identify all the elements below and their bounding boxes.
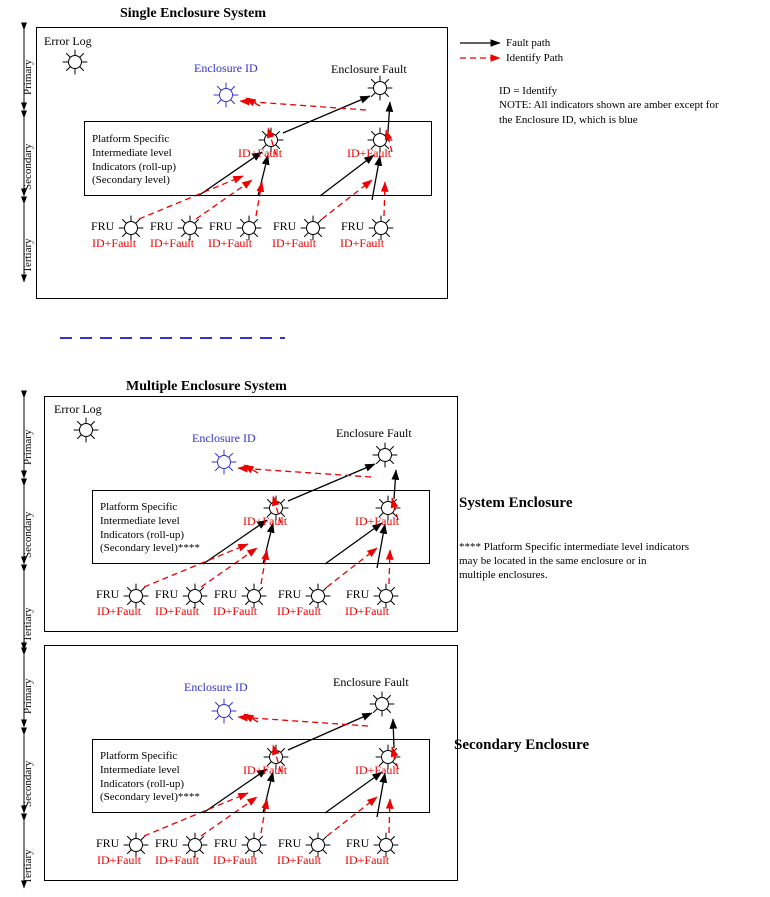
mb-int-line-2: Indicators (roll-up): [100, 777, 184, 790]
single-error-log-label: Error Log: [44, 34, 92, 48]
mb-fru-sub-2: ID+Fault: [213, 853, 258, 867]
mt-axis-tertiary: Tertiary: [22, 607, 34, 642]
legend-fault-path-label: Fault path: [506, 37, 551, 49]
mt-fru-sub-2: ID+Fault: [213, 604, 258, 618]
multiple-enclosure-title: Multiple Enclosure System: [126, 379, 287, 394]
mt-fru-label-0: FRU: [96, 587, 120, 601]
multiple-error-log-label: Error Log: [54, 402, 102, 416]
footnote-line-0: **** Platform Specific intermediate level indicators: [459, 541, 690, 553]
single-fru-label-0: FRU: [91, 219, 115, 233]
secondary-enclosure-label: Secondary Enclosure: [454, 737, 590, 753]
multiple-bottom-enclosure-id-label: Enclosure ID: [184, 680, 248, 694]
single-fru-label-2: FRU: [209, 219, 233, 233]
mb-fru-label-2: FRU: [214, 836, 238, 850]
single-fru-label-3: FRU: [273, 219, 297, 233]
single-fru-label-1: FRU: [150, 219, 174, 233]
mt-fru-label-4: FRU: [346, 587, 370, 601]
mt-int-line-3: (Secondary level)****: [100, 542, 200, 555]
legend-note-line-0: ID = Identify: [499, 85, 558, 97]
mb-axis-secondary: Secondary: [22, 760, 34, 807]
mb-fru-label-0: FRU: [96, 836, 120, 850]
single-fru-sub-1: ID+Fault: [150, 236, 195, 250]
footnote-line-1: may be located in the same enclosure or in: [459, 554, 647, 567]
single-fru-sub-3: ID+Fault: [272, 236, 317, 250]
footnote-line-2: multiple enclosures.: [459, 568, 548, 581]
single-axis-secondary: Secondary: [22, 143, 34, 190]
single-axis-primary: Primary: [22, 59, 34, 95]
single-mid-label-1: ID+Fault: [347, 146, 392, 160]
mt-int-line-2: Indicators (roll-up): [100, 528, 184, 541]
mt-axis-secondary: Secondary: [22, 511, 34, 558]
multiple-top-enclosure-id-label: Enclosure ID: [192, 431, 256, 445]
single-fru-sub-4: ID+Fault: [340, 236, 385, 250]
legend-note-line-2: the Enclosure ID, which is blue: [499, 113, 638, 126]
mb-axis-tertiary: Tertiary: [22, 849, 34, 884]
single-fru-sub-2: ID+Fault: [208, 236, 253, 250]
multiple-top-intermediate-text: [100, 501, 200, 556]
multiple-footnote: [459, 541, 689, 582]
mt-mid-label-1: ID+Fault: [355, 514, 400, 528]
single-enclosure-fault-label: Enclosure Fault: [331, 62, 407, 76]
mb-fru-sub-4: ID+Fault: [345, 853, 390, 867]
mb-fru-sub-1: ID+Fault: [155, 853, 200, 867]
mb-int-line-0: Platform Specific: [100, 750, 178, 762]
mb-fru-label-3: FRU: [278, 836, 302, 850]
mb-int-line-1: Intermediate level: [100, 763, 180, 776]
single-fru-sub-0: ID+Fault: [92, 236, 137, 250]
mt-fru-label-1: FRU: [155, 587, 179, 601]
mt-fru-sub-4: ID+Fault: [345, 604, 390, 618]
single-axis-tertiary: Tertiary: [22, 238, 34, 273]
mb-mid-label-0: ID+Fault: [243, 763, 288, 777]
mt-axis-primary: Primary: [22, 429, 34, 465]
mt-int-line-1: Intermediate level: [100, 514, 180, 527]
multiple-bottom-enclosure-fault-label: Enclosure Fault: [333, 675, 409, 689]
legend-identify-path-label: Identify Path: [506, 52, 564, 64]
multiple-top-enclosure-fault-label: Enclosure Fault: [336, 426, 412, 440]
mt-int-line-0: Platform Specific: [100, 501, 178, 513]
mb-int-line-3: (Secondary level)****: [100, 791, 200, 804]
single-enclosure-title: Single Enclosure System: [120, 6, 266, 21]
mt-fru-sub-0: ID+Fault: [97, 604, 142, 618]
legend-note-line-1: NOTE: All indicators shown are amber except for: [499, 99, 719, 112]
single-int-line-0: Platform Specific: [92, 133, 170, 145]
mb-fru-label-4: FRU: [346, 836, 370, 850]
system-enclosure-label: System Enclosure: [459, 495, 573, 511]
mb-fru-sub-0: ID+Fault: [97, 853, 142, 867]
mt-mid-label-0: ID+Fault: [243, 514, 288, 528]
legend-note: [499, 84, 719, 127]
mt-fru-sub-1: ID+Fault: [155, 604, 200, 618]
single-mid-label-0: ID+Fault: [238, 146, 283, 160]
mb-fru-sub-3: ID+Fault: [277, 853, 322, 867]
mt-fru-label-3: FRU: [278, 587, 302, 601]
single-int-line-3: (Secondary level): [92, 174, 170, 187]
single-fru-label-4: FRU: [341, 219, 365, 233]
single-int-line-2: Indicators (roll-up): [92, 160, 176, 173]
single-intermediate-text: [92, 133, 176, 188]
mb-mid-label-1: ID+Fault: [355, 763, 400, 777]
single-enclosure-id-label: Enclosure ID: [194, 61, 258, 75]
single-int-line-1: Intermediate level: [92, 146, 172, 159]
multiple-bottom-intermediate-text: [100, 750, 200, 805]
mb-axis-primary: Primary: [22, 678, 34, 714]
mb-fru-label-1: FRU: [155, 836, 179, 850]
mt-fru-sub-3: ID+Fault: [277, 604, 322, 618]
mt-fru-label-2: FRU: [214, 587, 238, 601]
